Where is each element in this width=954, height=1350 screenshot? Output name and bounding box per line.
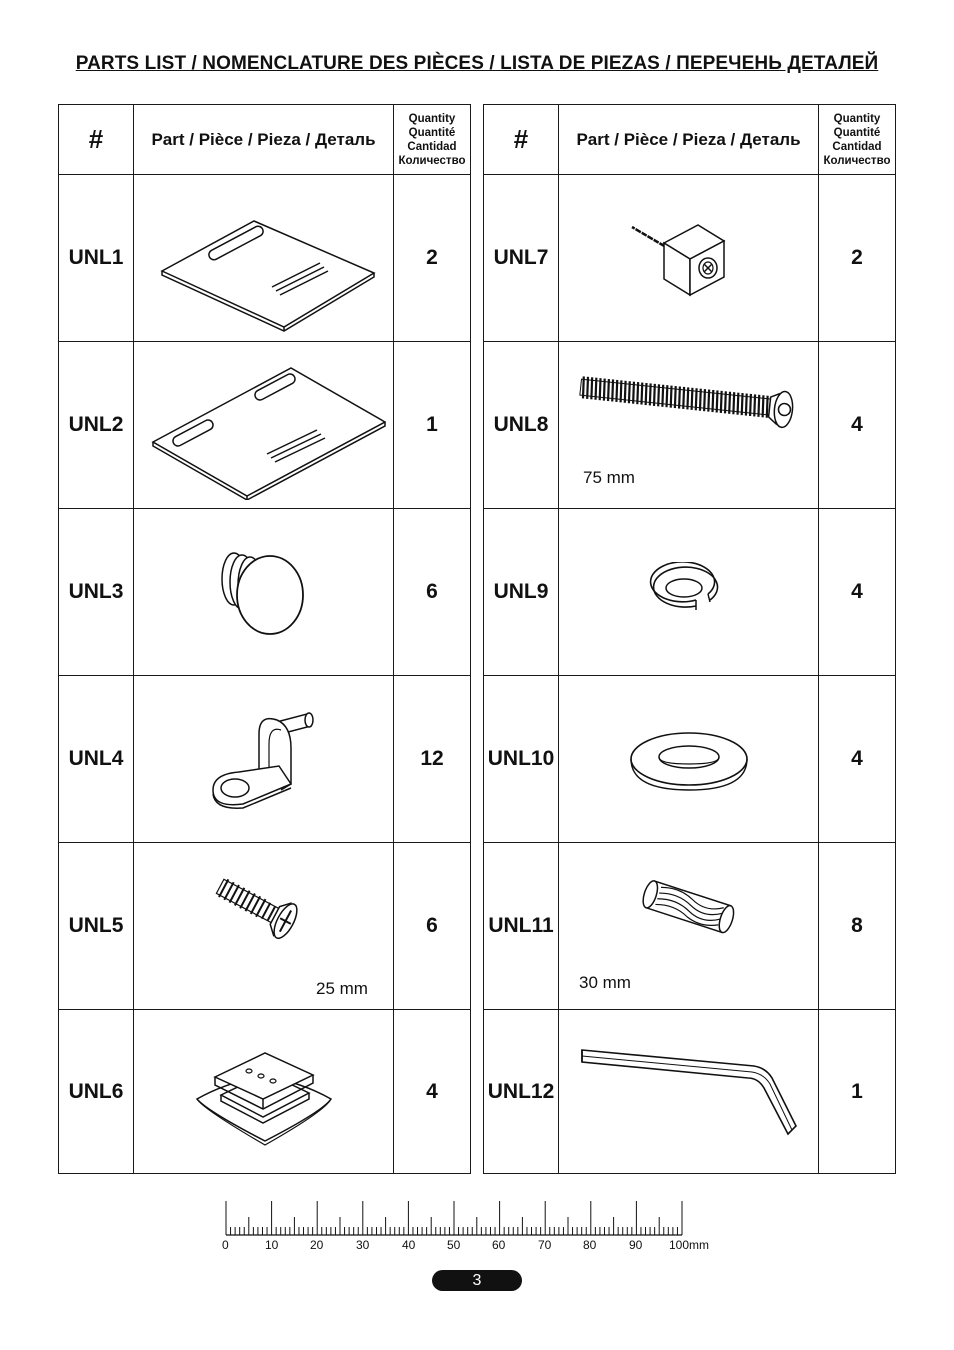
part-image xyxy=(134,1010,394,1174)
screw-icon xyxy=(209,867,319,957)
parts-table-left xyxy=(58,104,471,1174)
ruler-label: 100mm xyxy=(669,1238,710,1252)
part-image xyxy=(559,509,819,676)
measuring-ruler xyxy=(222,1198,722,1258)
part-id: UNL1 xyxy=(59,175,134,342)
table-row xyxy=(59,843,471,1010)
part-id: UNL12 xyxy=(484,1010,559,1174)
ruler-label: 90 xyxy=(629,1238,643,1252)
part-quantity: 1 xyxy=(394,342,471,509)
table-row xyxy=(484,843,896,1010)
flat-washer-icon xyxy=(624,724,754,794)
header-part: Part / Pièce / Pieza / Деталь xyxy=(559,105,819,175)
part-id: UNL5 xyxy=(59,843,134,1010)
part-quantity: 12 xyxy=(394,676,471,843)
ruler-label: 70 xyxy=(538,1238,552,1252)
header-part: Part / Pièce / Pieza / Деталь xyxy=(134,105,394,175)
part-id: UNL10 xyxy=(484,676,559,843)
header-quantity: Quantity Quantité Cantidad Количество xyxy=(819,105,896,175)
ruler-label: 80 xyxy=(583,1238,597,1252)
part-quantity: 6 xyxy=(394,843,471,1010)
part-quantity: 1 xyxy=(819,1010,896,1174)
part-quantity: 4 xyxy=(819,509,896,676)
ruler-label: 0 xyxy=(222,1238,229,1252)
table-row xyxy=(59,509,471,676)
lock-washer-icon xyxy=(644,562,734,622)
part-quantity: 2 xyxy=(394,175,471,342)
part-id: UNL3 xyxy=(59,509,134,676)
ruler-label: 10 xyxy=(265,1238,279,1252)
part-id: UNL2 xyxy=(59,342,134,509)
part-image xyxy=(559,1010,819,1174)
header-quantity: Quantity Quantité Cantidad Количество xyxy=(394,105,471,175)
part-image xyxy=(134,175,394,342)
double-slotted-plate-icon xyxy=(141,350,386,500)
part-quantity: 4 xyxy=(819,342,896,509)
glide-pad-icon xyxy=(189,1037,339,1147)
shelf-pin-icon xyxy=(199,704,329,814)
part-image xyxy=(134,342,394,509)
part-id: UNL4 xyxy=(59,676,134,843)
part-id: UNL6 xyxy=(59,1010,134,1174)
part-image xyxy=(559,843,819,1010)
part-image xyxy=(134,676,394,843)
part-length: 30 mm xyxy=(579,973,631,992)
table-row xyxy=(59,676,471,843)
slotted-plate-icon xyxy=(144,183,384,333)
ruler-label: 30 xyxy=(356,1238,370,1252)
long-bolt-icon xyxy=(574,364,804,434)
header-number: # xyxy=(484,105,559,175)
part-image xyxy=(134,509,394,676)
table-row xyxy=(59,342,471,509)
ruler-label: 20 xyxy=(310,1238,324,1252)
page-title: PARTS LIST / NOMENCLATURE DES PIÈCES / LISTA DE PIEZAS / ПЕРЕЧЕНЬ ДЕТАЛЕЙ xyxy=(75,53,879,74)
part-quantity: 4 xyxy=(394,1010,471,1174)
part-id: UNL7 xyxy=(484,175,559,342)
allen-key-icon xyxy=(574,1042,804,1142)
knob-icon xyxy=(204,537,324,647)
wood-dowel-icon xyxy=(634,873,744,943)
table-row xyxy=(59,175,471,342)
part-length: 75 mm xyxy=(583,468,635,487)
part-quantity: 8 xyxy=(819,843,896,1010)
header-number: # xyxy=(59,105,134,175)
part-image xyxy=(559,175,819,342)
part-id: UNL9 xyxy=(484,509,559,676)
ruler-label: 40 xyxy=(402,1238,416,1252)
part-quantity: 2 xyxy=(819,175,896,342)
part-image xyxy=(559,676,819,843)
part-quantity: 6 xyxy=(394,509,471,676)
part-image xyxy=(134,843,394,1010)
table-row xyxy=(484,509,896,676)
table-row xyxy=(484,1010,896,1174)
page-number: 3 xyxy=(432,1270,522,1291)
ruler-label: 50 xyxy=(447,1238,461,1252)
part-id: UNL11 xyxy=(484,843,559,1010)
table-row xyxy=(484,676,896,843)
table-row xyxy=(484,342,896,509)
ruler-label: 60 xyxy=(492,1238,506,1252)
part-length: 25 mm xyxy=(316,979,368,998)
part-image xyxy=(559,342,819,509)
table-row xyxy=(484,175,896,342)
cam-bolt-icon xyxy=(624,213,754,303)
part-id: UNL8 xyxy=(484,342,559,509)
table-row xyxy=(59,1010,471,1174)
part-quantity: 4 xyxy=(819,676,896,843)
parts-table-right xyxy=(483,104,896,1174)
